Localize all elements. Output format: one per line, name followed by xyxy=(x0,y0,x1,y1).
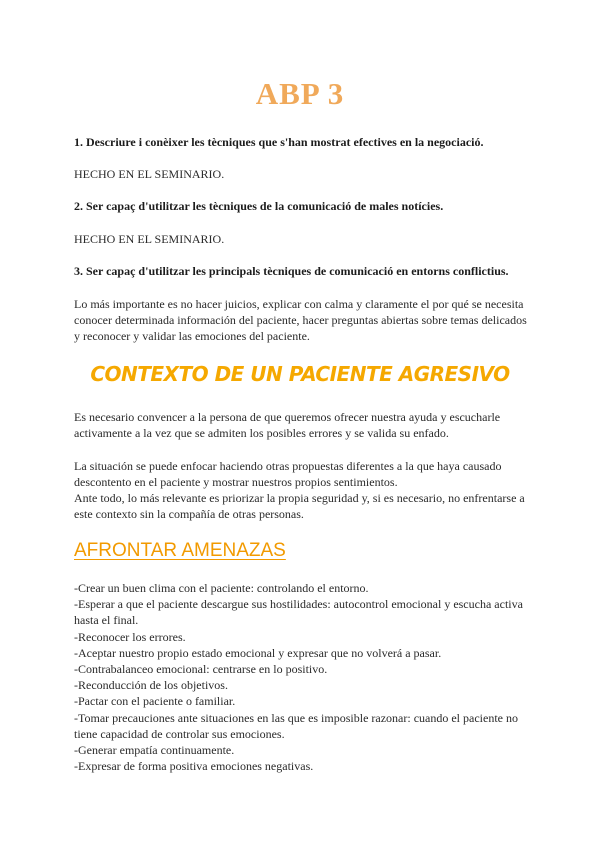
context-heading: CONTEXTO DE UN PACIENTE AGRESIVO xyxy=(90,362,510,386)
context-paragraph-1: Es necesario convencer a la persona de que queremos ofrecer nuestra ayuda y escucharle activamente a la vez que se admiten los posibles errores y se valida su enfado. xyxy=(74,410,501,440)
list-item: -Reconducción de los objetivos. xyxy=(74,678,228,693)
objective-3: 3. Ser capaç d'utilitzar les principals tècniques de comunicació en entorns conflictius. xyxy=(74,264,509,278)
objective-2: 2. Ser capaç d'utilitzar les tècniques de la comunicació de males notícies. xyxy=(74,199,444,213)
document-title: ABP 3 xyxy=(255,76,345,111)
objective-1: 1. Descriure i conèixer les tècniques que s'han mostrat efectives en la negociació. xyxy=(74,135,484,149)
list-item: -Generar empatía continuamente. xyxy=(74,743,235,758)
list-item: -Expresar de forma positiva emociones negativas. xyxy=(74,759,314,774)
list-item: -Pactar con el paciente o familiar. xyxy=(74,694,236,709)
threats-list xyxy=(74,580,534,774)
objective-3-paragraph: Lo más importante es no hacer juicios, explicar con calma y claramente el por qué se necesita conocer determinada información del paciente, hacer preguntas abiertas sobre temas delicados y reconocer y validar las emociones del paciente. xyxy=(74,297,527,343)
note-1: HECHO EN EL SEMINARIO. xyxy=(74,167,225,181)
context-paragraph-3: Ante todo, lo más relevante es priorizar la propia seguridad y, si es necesario, no enfrentarse a este contexto sin la compañía de otras personas. xyxy=(74,491,525,521)
threats-heading: AFRONTAR AMENAZAS xyxy=(74,540,286,561)
list-item: -Aceptar nuestro propio estado emocional y expresar que no volverá a pasar. xyxy=(74,645,442,660)
list-item: -Contrabalanceo emocional: centrarse en lo positivo. xyxy=(74,662,328,677)
note-2: HECHO EN EL SEMINARIO. xyxy=(74,232,225,246)
list-item: -Esperar a que el paciente descargue sus hostilidades: autocontrol emocional y escucha activa hasta el final. xyxy=(74,597,523,628)
list-item: -Tomar precauciones ante situaciones en las que es imposible razonar: cuando el paciente no tiene capacidad de controlar sus emociones. xyxy=(74,710,518,741)
context-paragraph-2: La situación se puede enfocar haciendo otras propuestas diferentes a la que haya causado descontento en el paciente y mostrar nuestros propios sentimientos. xyxy=(74,459,502,489)
list-item: -Reconocer los errores. xyxy=(74,629,186,644)
list-item: -Crear un buen clima con el paciente: controlando el entorno. xyxy=(74,581,369,595)
